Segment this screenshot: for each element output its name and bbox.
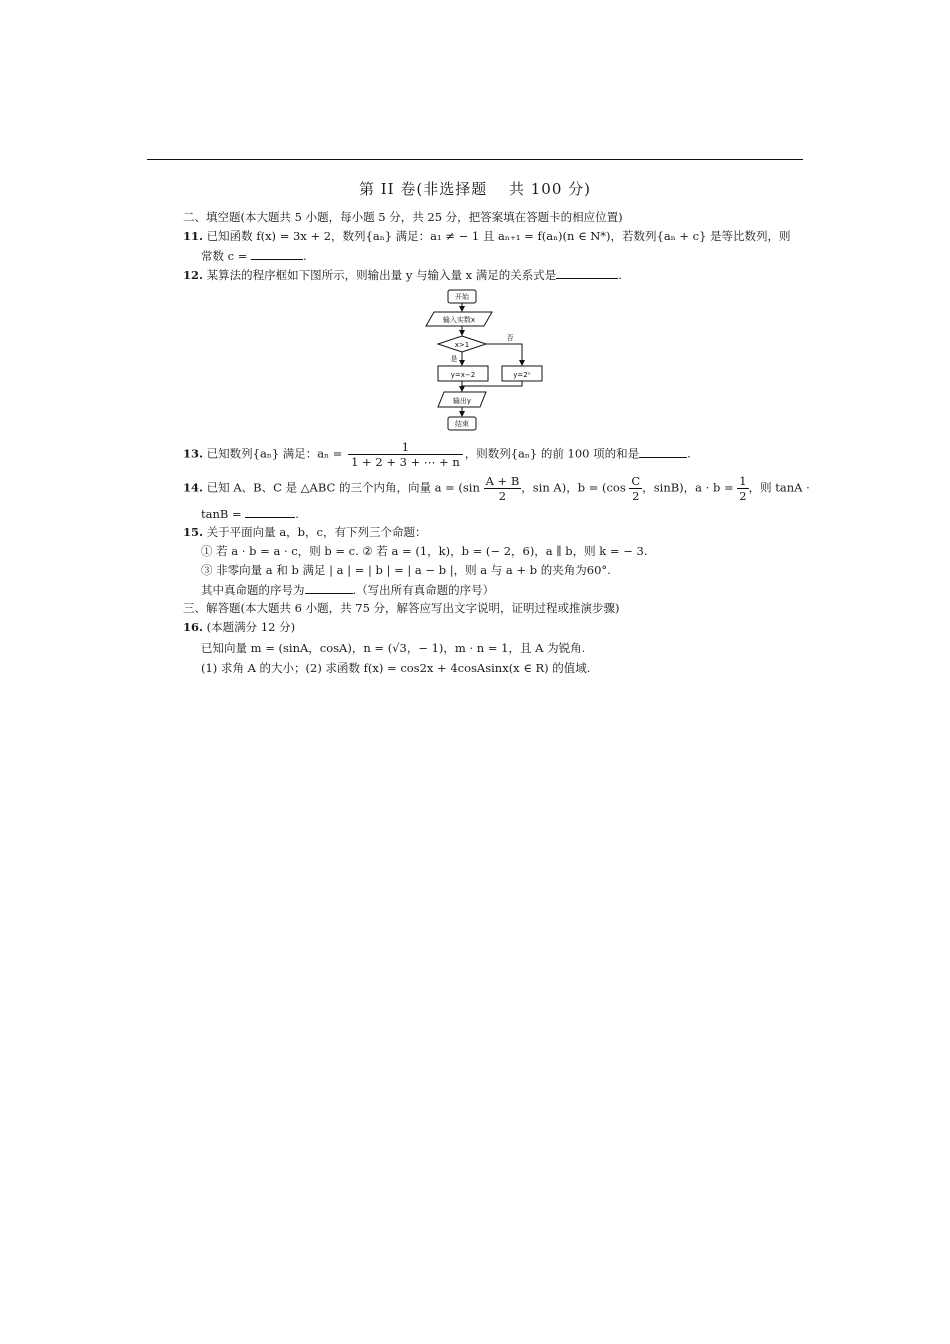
part3-header: 三、解答题(本大题共 6 小题，共 75 分，解答应写出文字说明，证明过程或推演步骤) <box>183 601 620 615</box>
q13-frac-numerator: 1 <box>348 440 463 455</box>
flow-output-label: 输出y <box>452 397 472 405</box>
q15-number: 15. <box>183 525 204 539</box>
q11-line2 <box>201 247 307 264</box>
q15-text: 关于平面向量 a，b，c，有下列三个命题： <box>206 525 427 539</box>
q15-answer-blank[interactable] <box>305 581 353 594</box>
q14-line2-suffix: . <box>295 507 299 521</box>
flow-yes-label: 是 <box>450 355 458 363</box>
q14-frac1-num: A + B <box>485 474 520 488</box>
q12-answer-blank[interactable] <box>556 266 618 279</box>
q12-text: 某算法的程序框如下图所示，则输出量 y 与输入量 x 满足的关系式是 <box>206 268 557 282</box>
q11-line2-suffix: . <box>303 249 307 263</box>
q11-line1 <box>183 228 791 244</box>
flow-no-label: 否 <box>506 334 514 342</box>
q13-suffix: ，则数列{aₙ} 的前 100 项的和是 <box>464 446 640 461</box>
q12-suffix: . <box>618 268 622 282</box>
q16-line3: (1) 求角 A 的大小；(2) 求函数 f(x) = cos2x + 4cosAsinx(x ∈ R) 的值域. <box>201 661 591 675</box>
q14-frac2-den: 2 <box>632 489 640 503</box>
q15-line4 <box>201 581 494 598</box>
q14-answer-blank[interactable] <box>245 505 295 518</box>
q15-line2: ① 若 a · b = a · c，则 b = c. ② 若 a = (1，k)，b = (− 2，6)，a ∥ b，则 k = − 3. <box>201 544 648 558</box>
q14-frac1-den: 2 <box>498 489 507 503</box>
part2-header: 二、填空题(本大题共 5 小题，每小题 5 分，共 25 分，把答案填在答题卡的相应位置) <box>183 210 623 224</box>
q14-line2 <box>201 505 299 522</box>
header-rule <box>147 159 803 160</box>
q13-answer-blank[interactable] <box>639 445 687 458</box>
q14-text-b: ，sin A)，b = (cos <box>521 480 626 495</box>
flowchart <box>420 285 560 435</box>
q14-text-a: 已知 A、B、C 是 △ABC 的三个内角，向量 a = (sin <box>206 480 480 495</box>
q14-text-c: ，sinB)，a · b = <box>642 480 734 495</box>
q14-fraction-3 <box>737 474 748 503</box>
q16-number: 16. <box>183 620 204 634</box>
q13-line <box>183 440 691 469</box>
flow-end-label: 结束 <box>455 420 469 428</box>
flow-no-action-label: y=2ˣ <box>513 371 531 379</box>
q14-frac3-den: 2 <box>739 489 747 503</box>
q13-end: . <box>687 446 691 461</box>
q14-line1 <box>183 474 810 503</box>
q11-line2-prefix: 常数 c = <box>201 249 248 263</box>
q14-fraction-2 <box>629 474 642 503</box>
q13-prefix: 已知数列{aₙ} 满足：aₙ = <box>206 446 343 461</box>
q16-line2: 已知向量 m = (sinA，cosA)，n = (√3，− 1)，m · n = 1，且 A 为锐角. <box>201 641 586 655</box>
q12-line <box>183 266 622 283</box>
q14-frac3-num: 1 <box>739 474 747 488</box>
q14-number: 14. <box>183 480 204 495</box>
q14-text-d: ，则 tanA · <box>748 480 810 495</box>
flow-yes-action-label: y=x−2 <box>450 371 476 379</box>
q11-answer-blank[interactable] <box>251 247 303 260</box>
q13-number: 13. <box>183 446 204 461</box>
q11-number: 11. <box>183 229 204 243</box>
flow-input-label: 输入实数x <box>442 316 476 324</box>
q14-line2-prefix: tanB = <box>201 507 242 521</box>
section-title: 第 II 卷(非选择题 共 100 分) <box>358 180 592 198</box>
q14-frac2-num: C <box>631 474 641 488</box>
q15-line4-prefix: 其中真命题的序号为 <box>201 583 305 597</box>
q16-line1 <box>183 619 295 635</box>
q15-line4-suffix: .（写出所有真命题的序号） <box>352 583 495 597</box>
q13-fraction <box>348 440 463 469</box>
flow-condition-label: x>1 <box>454 341 470 349</box>
q15-line3: ③ 非零向量 a 和 b 满足 | a | = | b | = | a − b |，则 a 与 a + b 的夹角为60°. <box>201 563 611 577</box>
flow-start-label: 开始 <box>455 293 469 301</box>
q15-line1 <box>183 524 426 540</box>
q12-number: 12. <box>183 268 204 282</box>
q16-points: (本题满分 12 分) <box>206 620 296 634</box>
q13-frac-denominator: 1 + 2 + 3 + ⋯ + n <box>351 455 460 469</box>
q14-fraction-1 <box>484 474 522 503</box>
q11-text: 已知函数 f(x) = 3x + 2，数列{aₙ} 满足：a₁ ≠ − 1 且 aₙ₊₁ = f(aₙ)(n ∈ N*)，若数列{aₙ + c} 是等比数列，则 <box>206 229 791 243</box>
